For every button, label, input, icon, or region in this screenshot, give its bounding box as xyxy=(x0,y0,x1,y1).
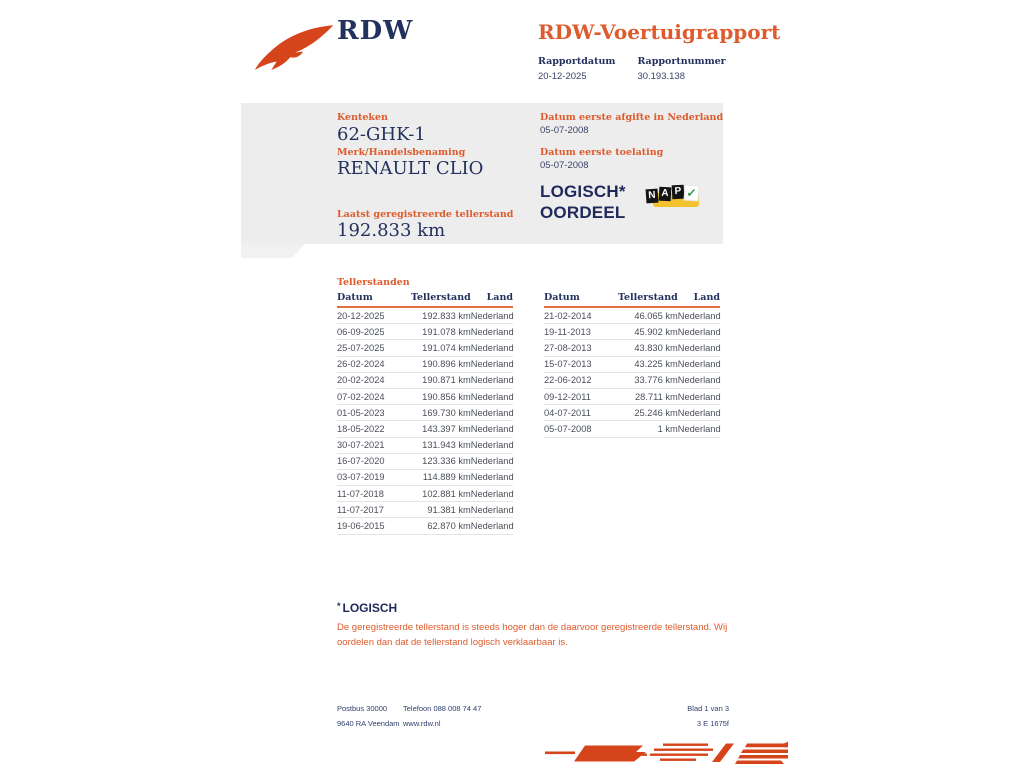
page-title: RDW-Voertuigrapport xyxy=(538,20,781,44)
table-cell: 11-07-2017 xyxy=(337,502,407,518)
footer-phone: Telefoon 088 008 74 47 xyxy=(403,704,482,713)
table-row xyxy=(544,307,720,324)
table-row xyxy=(337,518,513,534)
report-date-value: 20-12-2025 xyxy=(538,71,587,82)
table-cell: Nederland xyxy=(678,388,720,404)
table-header-row xyxy=(544,290,720,307)
rdw-logo-wordmark: RDW xyxy=(337,16,414,46)
table-row xyxy=(544,421,720,437)
table-header-row xyxy=(337,290,513,307)
table-row xyxy=(337,356,513,372)
table-cell: 26-02-2024 xyxy=(337,356,407,372)
report-number-group xyxy=(637,56,725,82)
footnote-asterisk: * xyxy=(337,601,341,611)
laatste-tellerstand-value: 192.833 km xyxy=(337,220,446,241)
table-cell: 43.225 km xyxy=(614,356,677,372)
table-cell: 1 km xyxy=(614,421,677,437)
eerste-toelating-value: 05-07-2008 xyxy=(540,160,589,171)
table-row xyxy=(337,340,513,356)
table-cell: Nederland xyxy=(678,324,720,340)
table-cell: 191.078 km xyxy=(407,324,470,340)
report-date-group xyxy=(538,56,615,82)
tellerstanden-table-right xyxy=(544,290,720,438)
table-cell: 16-07-2020 xyxy=(337,453,407,469)
report-number-label: Rapportnummer xyxy=(637,56,726,67)
nap-logo xyxy=(646,183,700,211)
table-cell: 09-12-2011 xyxy=(544,388,614,404)
table-cell: 33.776 km xyxy=(614,372,677,388)
footer-page-info xyxy=(538,701,729,731)
oordeel-verdict xyxy=(540,181,626,223)
rdw-speed-stripes-graphic xyxy=(545,741,788,764)
table-row xyxy=(337,453,513,469)
oordeel-line1: LOGISCH* xyxy=(540,182,626,201)
table-body-left xyxy=(337,307,513,534)
table-cell: 190.896 km xyxy=(407,356,470,372)
table-header xyxy=(337,290,513,307)
report-date-label: Rapportdatum xyxy=(538,56,616,67)
table-cell: Nederland xyxy=(678,307,720,324)
table-cell: Nederland xyxy=(678,421,720,437)
table-cell: 19-06-2015 xyxy=(337,518,407,534)
table-cell: 04-07-2011 xyxy=(544,405,614,421)
table-cell: 30-07-2021 xyxy=(337,437,407,453)
nap-letter-p: P xyxy=(672,185,685,200)
kenteken-value: 62-GHK-1 xyxy=(337,124,426,145)
nap-letter-a: A xyxy=(659,187,672,202)
rdw-wing-logo-icon xyxy=(253,24,335,72)
table-row xyxy=(544,340,720,356)
footer-form-code: 3 E 1675f xyxy=(696,719,729,728)
table-cell: 25-07-2025 xyxy=(337,340,407,356)
table-cell: 91.381 km xyxy=(407,502,470,518)
table-cell: 131.943 km xyxy=(407,437,470,453)
table-row xyxy=(337,502,513,518)
eerste-afgifte-value: 05-07-2008 xyxy=(540,125,589,136)
table-row xyxy=(544,405,720,421)
table-cell: 143.397 km xyxy=(407,421,470,437)
table-cell: 18-05-2022 xyxy=(337,421,407,437)
table-cell: 11-07-2018 xyxy=(337,486,407,502)
footer-page-number: Blad 1 van 3 xyxy=(687,704,729,713)
table-row xyxy=(337,372,513,388)
table-cell: Nederland xyxy=(471,518,513,534)
table-cell: 28.711 km xyxy=(614,388,677,404)
table-row xyxy=(544,356,720,372)
report-number-value: 30.193.138 xyxy=(637,71,685,82)
table-header xyxy=(544,290,720,307)
table-cell: Nederland xyxy=(471,469,513,485)
vehicle-box-decorative-tab xyxy=(241,244,305,258)
footnote-title xyxy=(337,601,731,615)
table-cell: 21-02-2014 xyxy=(544,307,614,324)
table-row xyxy=(337,405,513,421)
tellerstanden-table-left xyxy=(337,290,513,535)
table-row xyxy=(337,324,513,340)
table-cell: 62.870 km xyxy=(407,518,470,534)
kenteken-label: Kenteken xyxy=(337,112,388,123)
table-cell: 43.830 km xyxy=(614,340,677,356)
table-cell: 114.889 km xyxy=(407,469,470,485)
table-cell: Nederland xyxy=(471,437,513,453)
table-cell: 19-11-2013 xyxy=(544,324,614,340)
footer-contact xyxy=(403,701,481,731)
column-header-datum: Datum xyxy=(544,290,614,307)
column-header-tellerstand: Tellerstand xyxy=(407,290,470,307)
table-cell: Nederland xyxy=(678,405,720,421)
eerste-toelating-label: Datum eerste toelating xyxy=(540,147,664,158)
column-header-tellerstand: Tellerstand xyxy=(614,290,677,307)
table-cell: 20-12-2025 xyxy=(337,307,407,324)
laatste-tellerstand-label: Laatst geregistreerde tellerstand xyxy=(337,209,514,220)
table-cell: 123.336 km xyxy=(407,453,470,469)
table-cell: 190.856 km xyxy=(407,388,470,404)
table-cell: 15-07-2013 xyxy=(544,356,614,372)
table-row xyxy=(544,388,720,404)
table-cell: 01-05-2023 xyxy=(337,405,407,421)
table-cell: Nederland xyxy=(678,372,720,388)
table-cell: 22-06-2012 xyxy=(544,372,614,388)
table-cell: Nederland xyxy=(471,453,513,469)
table-cell: Nederland xyxy=(471,421,513,437)
table-cell: Nederland xyxy=(471,388,513,404)
table-cell: Nederland xyxy=(471,356,513,372)
footer-address-line2: 9640 RA Veendam xyxy=(337,719,400,728)
footer-address xyxy=(337,701,400,731)
table-cell: 190.871 km xyxy=(407,372,470,388)
table-cell: 07-02-2024 xyxy=(337,388,407,404)
footnote-title-text: LOGISCH xyxy=(342,601,398,615)
table-row xyxy=(337,437,513,453)
table-cell: 45.902 km xyxy=(614,324,677,340)
table-cell: Nederland xyxy=(471,502,513,518)
table-cell: Nederland xyxy=(471,486,513,502)
column-header-land: Land xyxy=(471,290,513,307)
footer-website: www.rdw.nl xyxy=(403,719,441,728)
footer-address-line1: Postbus 30000 xyxy=(337,704,388,713)
table-cell: 05-07-2008 xyxy=(544,421,614,437)
table-row xyxy=(337,307,513,324)
table-cell: 102.881 km xyxy=(407,486,470,502)
table-row xyxy=(544,324,720,340)
footnote-text: De geregistreerde tellerstand is steeds hoger dan de daarvoor geregistreerde tellerstand. Wij oordelen dan dat de tellerstand logisch verklaarbaar is. xyxy=(337,622,728,648)
logisch-footnote xyxy=(337,601,731,650)
table-cell: Nederland xyxy=(471,307,513,324)
oordeel-line2: OORDEEL xyxy=(540,203,626,222)
table-row xyxy=(337,421,513,437)
table-cell: Nederland xyxy=(471,324,513,340)
table-cell: Nederland xyxy=(471,405,513,421)
table-row xyxy=(337,469,513,485)
table-cell: 03-07-2019 xyxy=(337,469,407,485)
table-cell: 191.074 km xyxy=(407,340,470,356)
tellerstanden-section-title: Tellerstanden xyxy=(337,277,410,288)
table-cell: 46.065 km xyxy=(614,307,677,324)
report-meta xyxy=(538,56,726,82)
table-cell: 192.833 km xyxy=(407,307,470,324)
checkmark-icon: ✓ xyxy=(685,185,698,201)
eerste-afgifte-label: Datum eerste afgifte in Nederland xyxy=(540,112,724,123)
table-row xyxy=(544,372,720,388)
table-cell: 169.730 km xyxy=(407,405,470,421)
table-cell: 06-09-2025 xyxy=(337,324,407,340)
table-row xyxy=(337,388,513,404)
table-cell: Nederland xyxy=(471,372,513,388)
table-cell: Nederland xyxy=(678,356,720,372)
table-cell: 20-02-2024 xyxy=(337,372,407,388)
column-header-land: Land xyxy=(678,290,720,307)
table-cell: Nederland xyxy=(471,340,513,356)
table-cell: 25.246 km xyxy=(614,405,677,421)
table-body-right xyxy=(544,307,720,437)
column-header-datum: Datum xyxy=(337,290,407,307)
table-cell: Nederland xyxy=(678,340,720,356)
merk-label: Merk/Handelsbenaming xyxy=(337,147,466,158)
nap-letter-n: N xyxy=(646,189,659,204)
table-cell: 27-08-2013 xyxy=(544,340,614,356)
merk-value: RENAULT CLIO xyxy=(337,158,484,179)
table-row xyxy=(337,486,513,502)
